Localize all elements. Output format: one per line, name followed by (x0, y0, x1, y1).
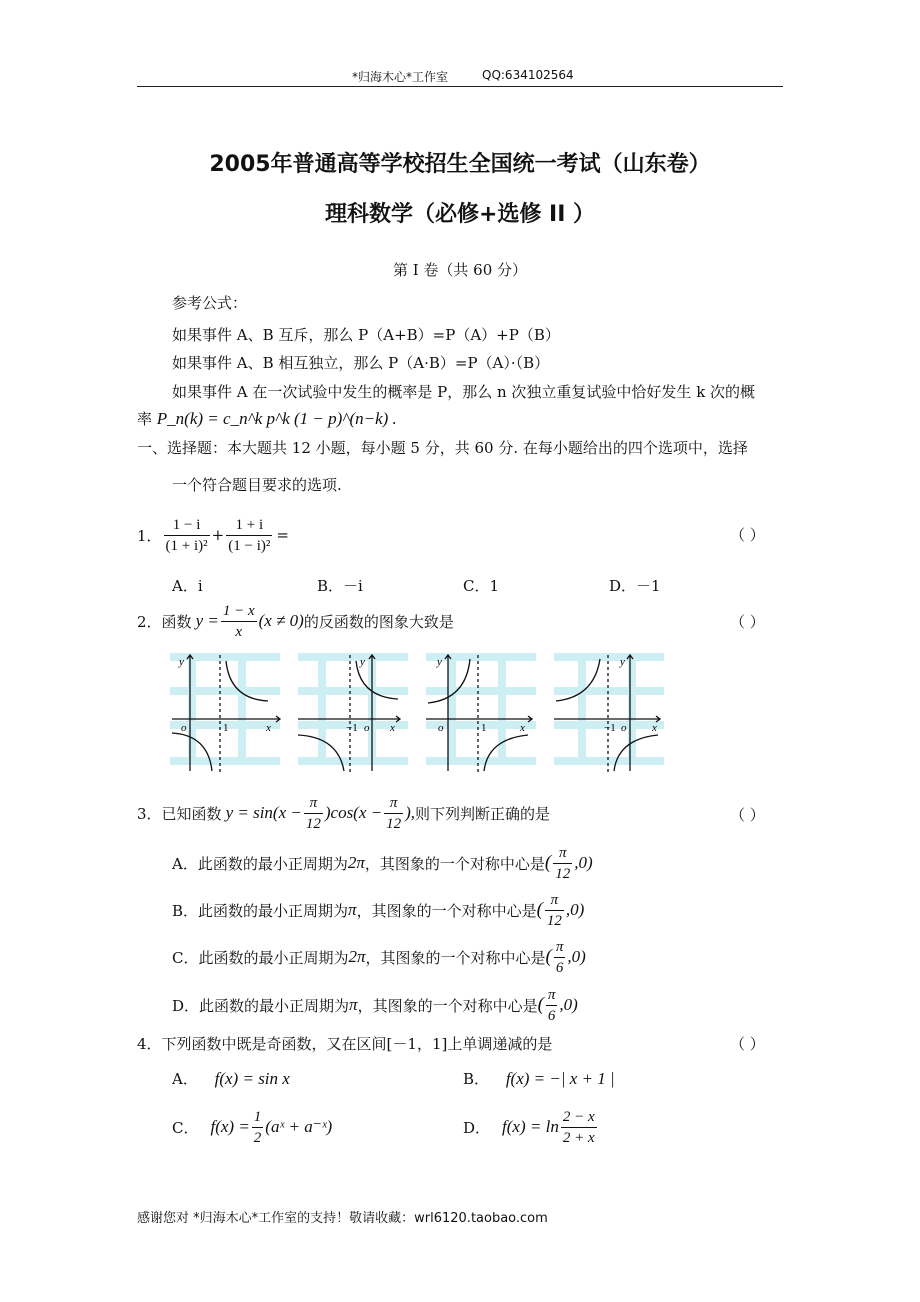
q2-graph-options (168, 647, 668, 777)
formula-binomial-prefix: 率 (137, 410, 153, 428)
q3-c-close: ,0) (567, 947, 586, 966)
graph-d-origin: o (621, 722, 627, 734)
q1-option-b[interactable]: B．－i (317, 577, 363, 595)
q3-d-text: D．此函数的最小正周期为 (172, 996, 350, 1015)
q3-option-a[interactable] (172, 840, 593, 886)
question-3 (137, 790, 550, 836)
q3-a-frac-den: 12 (555, 865, 571, 882)
q4-d-frac-den: 2 + x (562, 1129, 595, 1146)
q3-a-period: 2π (347, 853, 365, 872)
q4-c-frac-num: 1 (252, 1107, 264, 1128)
q1-number: 1． (137, 526, 162, 545)
q3-c-open: ( (545, 946, 552, 967)
q4-b-formula: f(x) = −| x + 1 | (505, 1069, 615, 1088)
q3-b-mid: ，其图象的一个对称中心是 (356, 901, 537, 920)
q3-d-frac-den: 6 (547, 1007, 556, 1024)
graph-c-y-label: y (437, 656, 442, 668)
q3-c-text: C．此函数的最小正周期为 (172, 948, 349, 967)
q3-b-close: ,0) (565, 900, 585, 919)
header-rule (137, 86, 783, 87)
q4-option-a[interactable] (172, 1068, 290, 1089)
q4-a-label: A． (172, 1070, 198, 1088)
q3-formula-b: )cos(x − (324, 803, 383, 822)
question-4 (137, 1033, 552, 1054)
q4-c-frac-den: 2 (253, 1129, 262, 1146)
q3-option-d[interactable] (172, 982, 578, 1028)
q1-plus: + (211, 526, 225, 544)
q4-c-post: (aˣ + a⁻ˣ) (265, 1117, 333, 1136)
q3-number: 3． (137, 804, 162, 823)
q3-frac2-num: π (384, 793, 403, 814)
q4-option-d[interactable] (463, 1104, 599, 1150)
q3-b-frac (545, 890, 564, 931)
q4-a-formula: f(x) = sin x (214, 1069, 290, 1088)
q2-frac-den: x (235, 623, 243, 640)
q2-prefix: 函数 (161, 612, 192, 631)
graph-b-origin: o (364, 722, 370, 734)
q1-answer-paren[interactable]: （ ） (730, 526, 765, 544)
q1-fraction-2 (226, 515, 272, 556)
watermark-pattern (170, 653, 664, 765)
question-2 (137, 597, 454, 645)
exam-subtitle: 理科数学（必修+选修 II ） (324, 202, 596, 227)
q2-condition: (x ≠ 0) (258, 611, 304, 630)
q1-frac2-num: 1 + i (226, 515, 272, 536)
graph-d-y-label: y (620, 656, 625, 668)
graph-b-y-label: y (360, 656, 365, 668)
q3-c-frac (554, 937, 566, 978)
q4-stem: 下列函数中既是奇函数，又在区间[－1，1]上单调递减的是 (161, 1035, 553, 1053)
q4-c-pre: f(x) = (210, 1117, 250, 1136)
q4-d-frac-num: 2 − x (561, 1107, 597, 1128)
q2-suffix: 的反函数的图象大致是 (303, 612, 454, 631)
q3-option-b[interactable] (172, 887, 584, 933)
q3-d-frac (546, 985, 558, 1026)
q3-d-frac-num: π (546, 985, 558, 1006)
section-title: 第 I 卷（共 60 分） (392, 261, 528, 279)
q3-a-frac-num: π (553, 843, 572, 864)
graph-a-one: 1 (223, 722, 229, 734)
q3-frac1-num: π (304, 793, 323, 814)
q3-c-mid: ，其图象的一个对称中心是 (365, 948, 546, 967)
formula-mutually-exclusive: 如果事件 A、B 互斥，那么 P（A+B）=P（A）+P（B） (172, 326, 560, 344)
q3-c-period: 2π (348, 947, 366, 966)
q3-stem-a: 已知函数 (161, 804, 222, 823)
q1-frac1-num: 1 − i (164, 515, 210, 536)
q3-c-frac-den: 6 (555, 959, 564, 976)
formula-binomial-text: 如果事件 A 在一次试验中发生的概率是 P，那么 n 次独立重复试验中恰好发生 k 次的概 (172, 383, 756, 401)
q2-graph-b[interactable] (298, 655, 400, 773)
q4-answer-paren[interactable]: （ ） (730, 1035, 765, 1053)
part1-instructions: 一、选择题：本大题共 12 小题，每小题 5 分，共 60 分. 在每小题给出的四个选项中，选择 (137, 439, 748, 457)
q1-fraction-1 (164, 515, 210, 556)
q3-frac1-den: 12 (305, 815, 321, 832)
q1-equals: = (276, 526, 289, 544)
graph-b-x-label: x (390, 722, 395, 734)
q3-d-mid: ，其图象的一个对称中心是 (357, 996, 538, 1015)
exam-title: 2005年普通高等学校招生全国统一考试（山东卷） (209, 152, 711, 177)
q2-y-eq: y = (195, 611, 219, 630)
q4-option-c[interactable] (172, 1104, 332, 1150)
q3-c-frac-num: π (554, 937, 566, 958)
q3-option-c[interactable] (172, 934, 586, 980)
q3-d-open: ( (537, 994, 544, 1015)
q1-frac1-den: (1 + i)² (165, 537, 208, 554)
q4-d-frac (561, 1107, 597, 1148)
graph-c-origin: o (438, 722, 444, 734)
graph-c-x-label: x (520, 722, 525, 734)
q3-a-frac (553, 843, 572, 884)
formula-binomial: P_n(k) = c_n^k p^k (1 − p)^(n−k) . (156, 409, 397, 428)
graph-d-neg-one: −1 (604, 722, 616, 734)
header-qq: QQ:634102564 (482, 68, 574, 82)
q3-b-frac-den: 12 (546, 912, 562, 929)
formula-independent: 如果事件 A、B 相互独立，那么 P（A·B）=P（A）·（B） (172, 354, 550, 372)
q1-option-a[interactable]: A．i (172, 577, 203, 595)
q3-d-close: ,0) (559, 995, 578, 1014)
q2-graph-c[interactable] (426, 655, 532, 773)
q3-a-open: ( (544, 852, 552, 873)
q1-frac2-den: (1 − i)² (228, 537, 271, 554)
graph-a-x-label: x (266, 722, 271, 734)
q2-graph-d[interactable] (554, 655, 660, 773)
q3-formula-c: ), (405, 803, 416, 822)
q3-formula-a: y = sin(x − (225, 803, 302, 822)
graph-d-x-label: x (652, 722, 657, 734)
q3-a-close: ,0) (574, 853, 593, 872)
q3-stem-b: 则下列判断正确的是 (415, 804, 551, 823)
q4-b-label: B． (463, 1070, 490, 1088)
graph-a-origin: o (181, 722, 187, 734)
q3-answer-paren[interactable]: （ ） (730, 806, 765, 824)
q3-frac-1 (304, 793, 323, 834)
q2-answer-paren[interactable]: （ ） (730, 613, 765, 631)
q1-option-c[interactable]: C．1 (463, 577, 500, 595)
formula-binomial-line2 (137, 408, 397, 429)
graph-a-y-label: y (179, 656, 184, 668)
q3-d-period: π (349, 995, 358, 1014)
q2-fraction (221, 601, 257, 642)
q3-frac-2 (384, 793, 403, 834)
q4-number: 4． (137, 1035, 162, 1053)
graph-c-one: 1 (481, 722, 487, 734)
q3-b-text: B．此函数的最小正周期为 (172, 901, 349, 920)
q1-option-d[interactable]: D．－1 (609, 577, 661, 595)
footer-text: 感谢您对 *归海木心*工作室的支持！敬请收藏：wrl6120.taobao.com (137, 1211, 548, 1226)
q3-a-mid: ，其图象的一个对称中心是 (364, 854, 545, 873)
q3-b-frac-num: π (545, 890, 564, 911)
q3-frac2-den: 12 (386, 815, 402, 832)
q4-option-b[interactable] (463, 1068, 615, 1089)
q2-number: 2． (137, 612, 162, 631)
header-studio: *归海木心*工作室 (352, 70, 449, 84)
q4-d-pre: f(x) = ln (502, 1117, 559, 1136)
question-1 (137, 510, 289, 560)
graph-b-neg-one: −1 (346, 722, 358, 734)
q2-frac-num: 1 − x (221, 601, 257, 622)
q3-b-open: ( (536, 899, 543, 920)
q4-d-label: D． (463, 1118, 491, 1137)
formula-heading: 参考公式： (172, 294, 248, 312)
part1-instructions-2: 一个符合题目要求的选项. (172, 476, 342, 494)
q3-a-text: A．此函数的最小正周期为 (172, 854, 348, 873)
q4-c-label: C． (172, 1118, 199, 1137)
q4-c-frac (252, 1107, 264, 1148)
q3-b-period: π (348, 900, 357, 919)
